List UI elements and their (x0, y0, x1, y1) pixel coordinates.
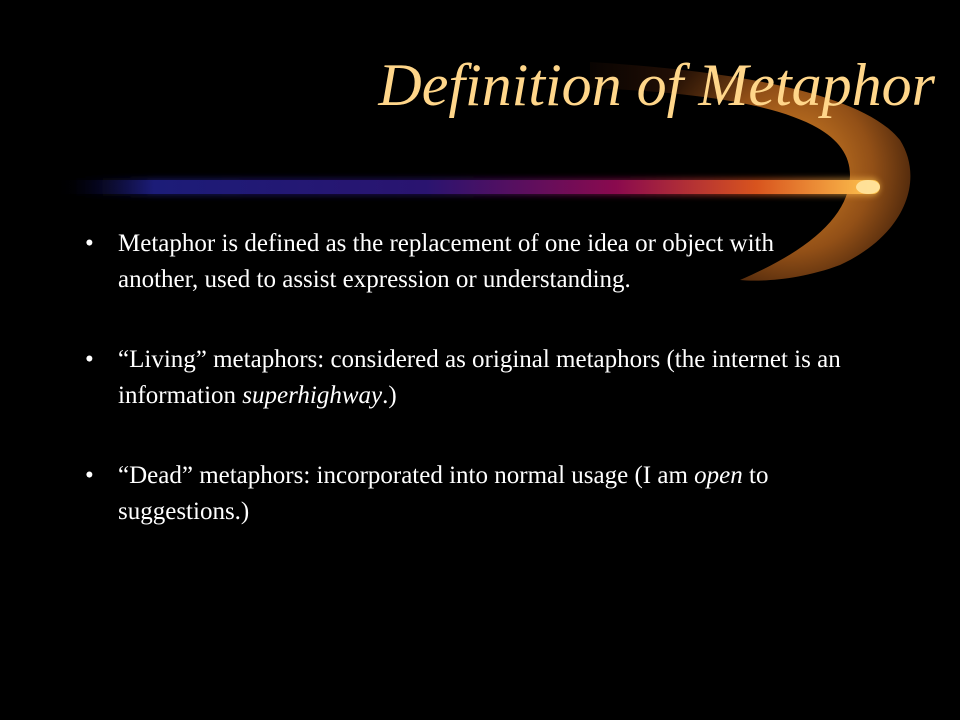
bullet-icon: • (85, 230, 94, 257)
bullet-item (85, 226, 855, 298)
slide-title: Definition of Metaphor (378, 52, 935, 118)
bullet-item (85, 342, 855, 414)
bullet-item (85, 458, 855, 530)
bullet-text: “Living” metaphors: considered as original metaphors (the internet is an information superhighway.) (118, 346, 841, 409)
emphasis-text: superhighway (242, 382, 383, 409)
bullet-text: “Dead” metaphors: incorporated into normal usage (I am open to suggestions.) (118, 462, 769, 525)
bullet-list (85, 226, 855, 530)
bullet-icon: • (85, 346, 94, 373)
bullet-text: Metaphor is defined as the replacement of one idea or object with another, used to assist expression or understanding. (118, 230, 775, 293)
emphasis-text: open (694, 462, 743, 489)
bullet-icon: • (85, 462, 94, 489)
streak-line (55, 180, 880, 194)
